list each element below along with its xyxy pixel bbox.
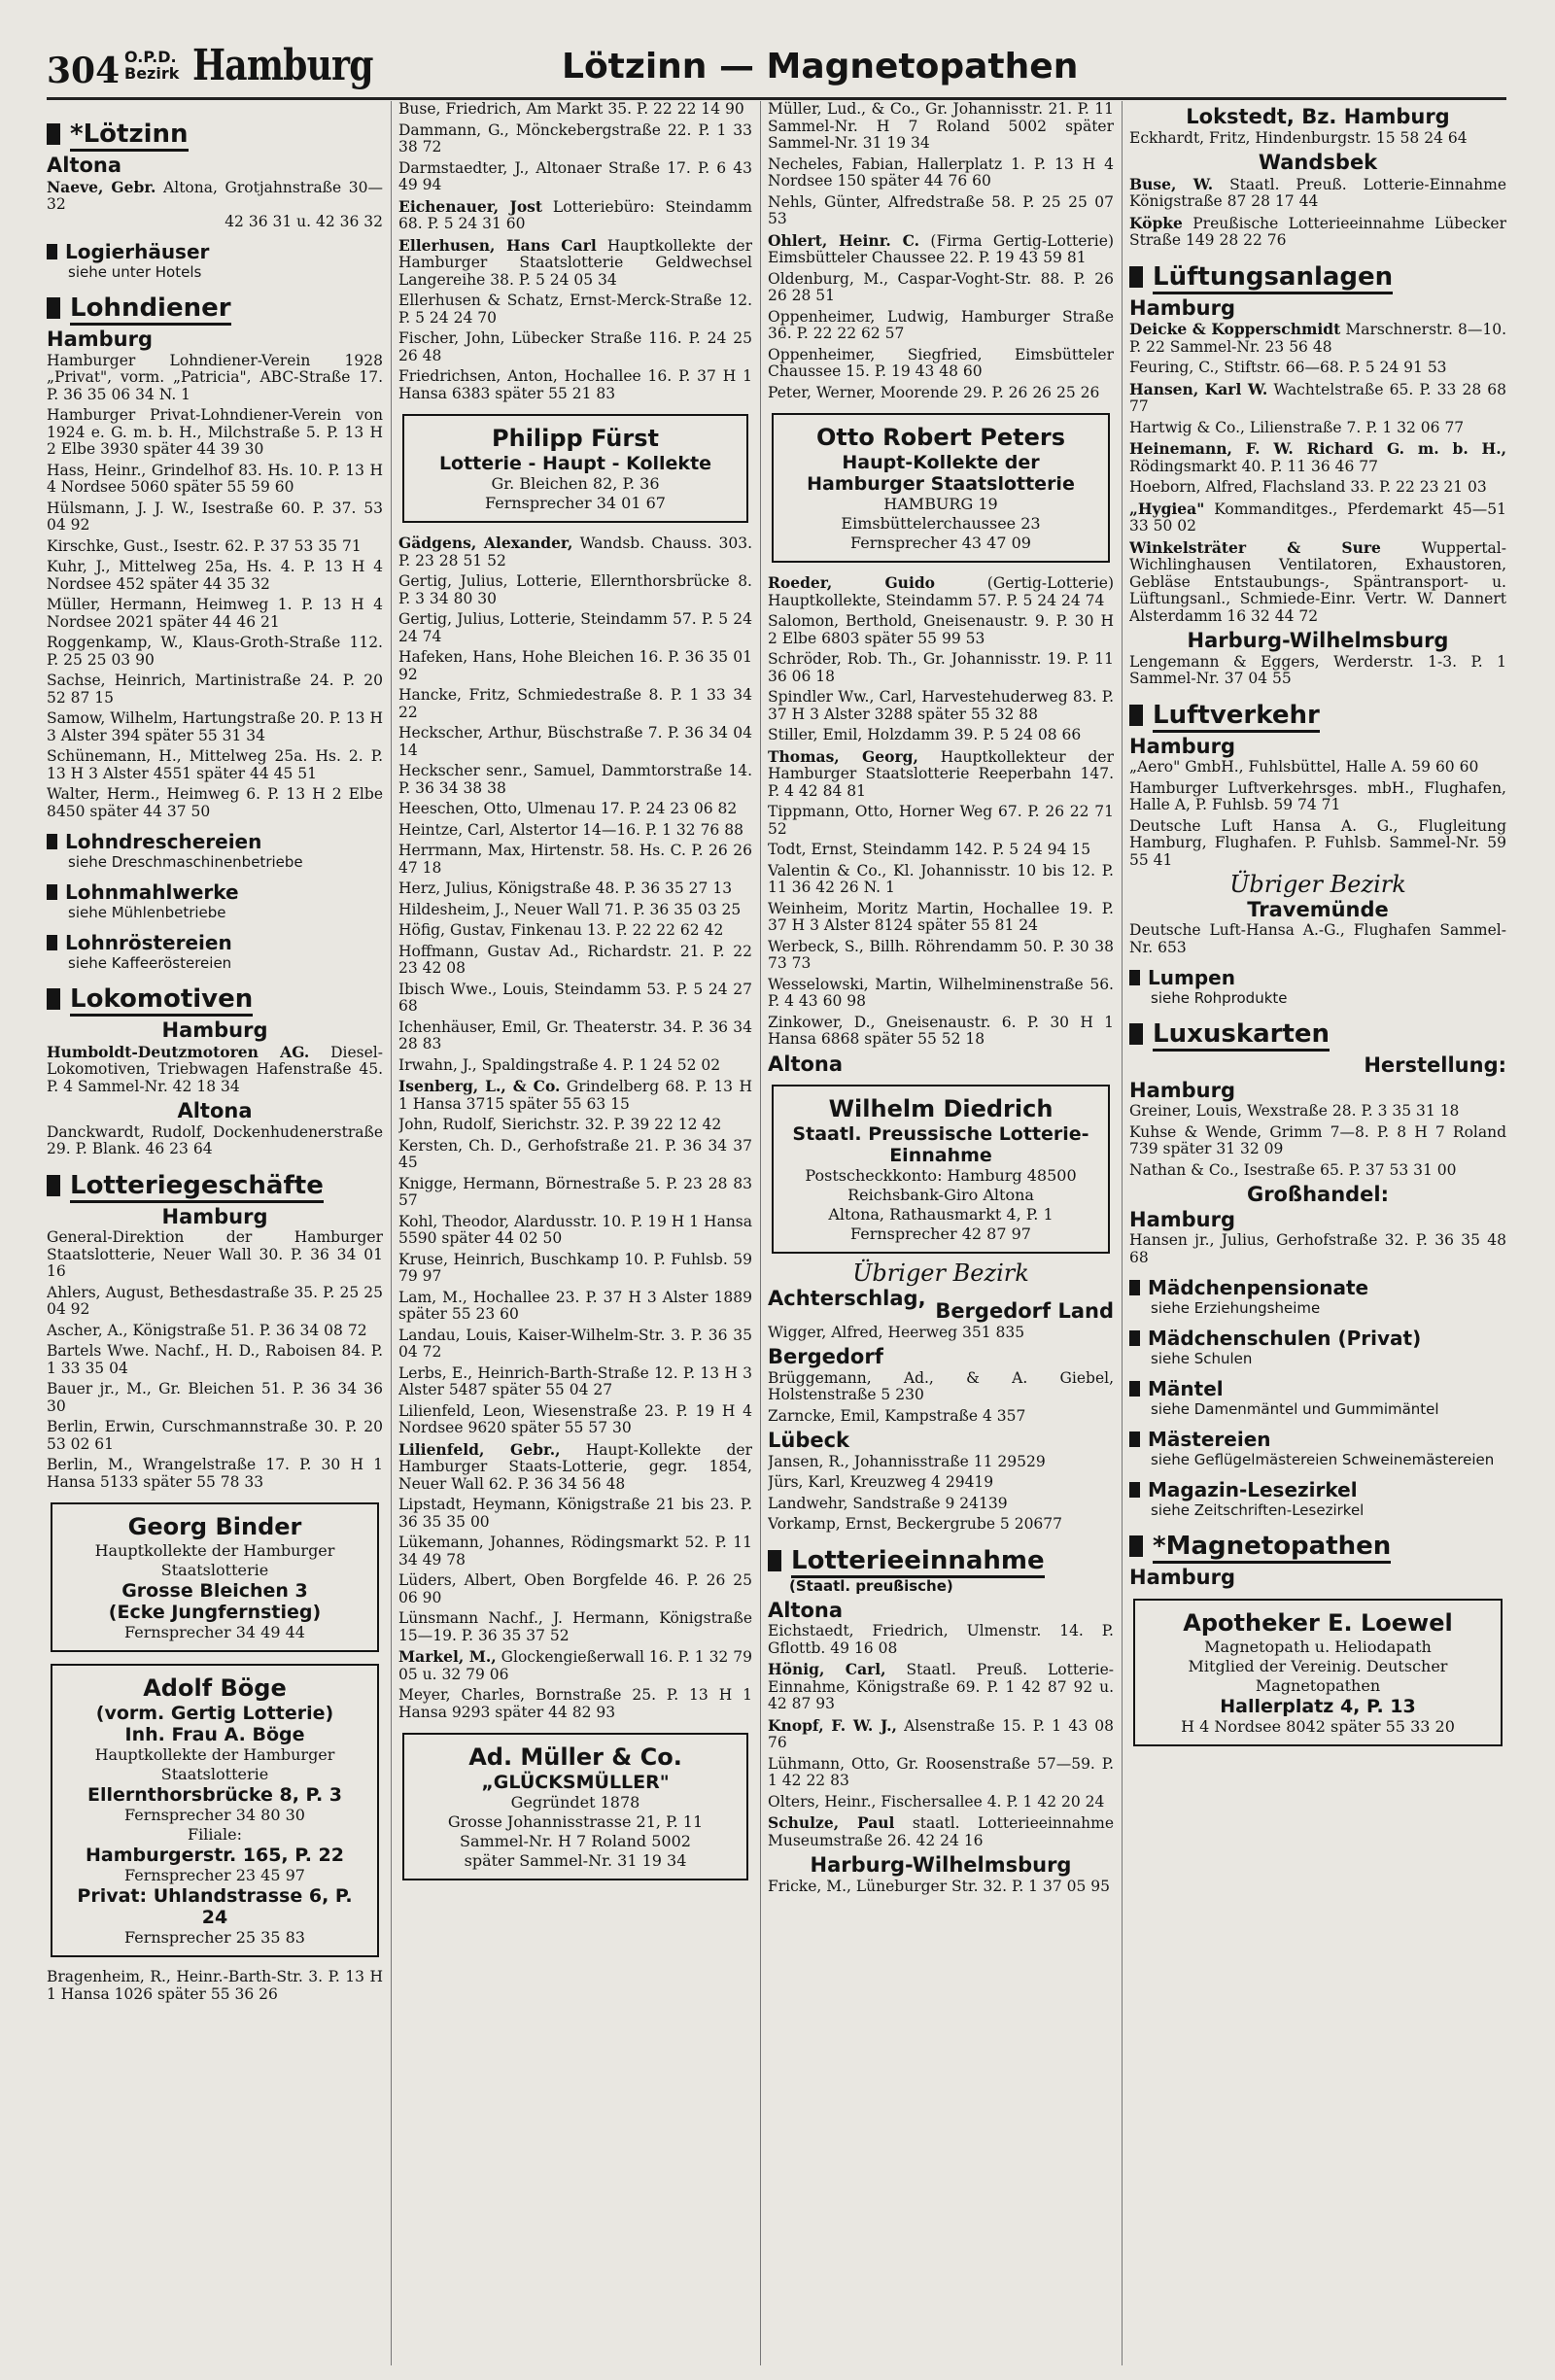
bullet-square-icon: [47, 244, 57, 259]
cross-reference: siehe Zeitschriften-Lesezirkel: [1151, 1501, 1365, 1519]
section-heading: Luxuskarten: [1129, 1018, 1506, 1050]
entry: Hülsmann, J. J. W., Isestraße 60. P. 37. 53 04 92: [47, 499, 383, 534]
cross-reference: siehe Mühlenbetriebe: [68, 904, 226, 921]
subsection-heading: Mästereien: [1129, 1428, 1506, 1452]
entry: Feuring, C., Stiftstr. 66—68. P. 5 24 91 53: [1129, 359, 1447, 376]
place-heading: Altona: [177, 1099, 253, 1122]
section-heading: Luftverkehr: [1129, 700, 1506, 731]
advert-box: Otto Robert Peters Haupt-Kollekte der Hamburger Staatslotterie HAMBURG 19 Eimsbüttelerchaussee 23 Fernsprecher 43 47 09: [772, 413, 1110, 563]
entry: Schünemann, H., Mittelweg 25a. Hs. 2. P. 13 H 3 Alster 4551 später 44 45 51: [47, 747, 383, 782]
entry: Spindler Ww., Carl, Harvestehuderweg 83. P. 37 H 3 Alster 3288 später 55 32 88: [768, 688, 1114, 723]
entry: Lüders, Albert, Oben Borgfelde 46. P. 26 25 06 90: [398, 1571, 752, 1606]
entry: Heinemann, F. W. Richard G. m. b. H., Rödingsmarkt 40. P. 11 36 46 77: [1129, 439, 1506, 475]
entry: Lengemann & Eggers, Werderstr. 1-3. P. 1 Sammel-Nr. 37 04 55: [1129, 652, 1506, 687]
place-heading: Lübeck: [768, 1429, 850, 1452]
header-city: Hamburg: [192, 41, 373, 90]
bullet-square-icon: [47, 834, 57, 849]
place-heading: Harburg-Wilhelmsburg: [1187, 629, 1449, 652]
entry: Hoffmann, Gustav Ad., Richardstr. 21. P. 22 23 42 08: [398, 942, 752, 977]
entry: Schröder, Rob. Th., Gr. Johannisstr. 19. P. 11 36 06 18: [768, 650, 1114, 685]
place-heading: Hamburg: [1129, 295, 1235, 320]
subsection-heading: Mädchenschulen (Privat): [1129, 1327, 1506, 1351]
column-divider: [1122, 101, 1123, 2365]
place-heading: Travemünde: [1247, 897, 1389, 921]
entry: Herz, Julius, Königstraße 48. P. 36 35 27 13: [398, 880, 733, 897]
entry: General-Direktion der Hamburger Staatslotterie, Neuer Wall 30. P. 36 34 01 16: [47, 1228, 383, 1280]
entry: Deutsche Luft Hansa A. G., Flugleitung Hamburg, Flughafen. P. Fuhlsb. Sammel-Nr. 59 55 41: [1129, 816, 1506, 869]
entry: Hoeborn, Alfred, Flachsland 33. P. 22 23 21 03: [1129, 478, 1487, 496]
advert-box: Philipp Fürst Lotterie - Haupt - Kollekte Gr. Bleichen 82, P. 36 Fernsprecher 34 01 67: [402, 414, 748, 523]
subsection-heading: Lohnröstereien: [47, 931, 383, 955]
entry: Hansen jr., Julius, Gerhofstraße 32. P. 36 35 48 68: [1129, 1231, 1506, 1266]
entry: Ascher, A., Königstraße 51. P. 36 34 08 72: [47, 1321, 367, 1339]
place-heading: Hamburg: [1129, 1207, 1235, 1231]
entry: Lilienfeld, Leon, Wiesenstraße 23. P. 19 H 4 Nordsee 9620 später 55 57 30: [398, 1401, 752, 1436]
entry: Lünsmann Nachf., J. Hermann, Königstraße 15—19. P. 36 35 37 52: [398, 1609, 752, 1644]
entry: Lühmann, Otto, Gr. Roosenstraße 57—59. P. 1 42 22 83: [768, 1754, 1114, 1789]
entry: Kuhr, J., Mittelweg 25a, Hs. 4. P. 13 H 4 Nordsee 452 später 44 35 32: [47, 558, 383, 593]
entry: Friedrichsen, Anton, Hochallee 16. P. 37 H 1 Hansa 6383 später 55 21 83: [398, 367, 752, 402]
entry: Lipstadt, Heymann, Königstraße 21 bis 23. P. 36 35 35 00: [398, 1496, 752, 1531]
entry: Gädgens, Alexander, Wandsb. Chauss. 303. P. 23 28 51 52: [398, 534, 752, 569]
entry: Bragenheim, R., Heinr.-Barth-Str. 3. P. 13 H 1 Hansa 1026 später 55 36 26: [47, 1968, 383, 2003]
entry: Sachse, Heinrich, Martinistraße 24. P. 20 52 87 15: [47, 672, 383, 707]
entry: Jansen, R., Johannisstraße 11 29529: [768, 1452, 1046, 1470]
entry: Hafeken, Hans, Hohe Bleichen 16. P. 36 35 01 92: [398, 648, 752, 683]
cross-reference: siehe Geflügelmästereien Schweinemästereien: [1151, 1451, 1495, 1468]
subsection-heading: Mädchenpensionate: [1129, 1276, 1506, 1300]
entry: Hancke, Fritz, Schmiedestraße 8. P. 1 33 34 22: [398, 686, 752, 721]
place-heading: Hamburg: [47, 328, 153, 351]
entry: Fricke, M., Lüneburger Str. 32. P. 1 37 05 95: [768, 1877, 1110, 1895]
cross-reference: siehe unter Hotels: [68, 263, 202, 281]
advert-box: Wilhelm Diedrich Staatl. Preussische Lotterie-Einnahme Postscheckkonto: Hamburg 48500 Reichsbank-Giro Altona Altona, Rathausmarkt 4, P. 1 Fernsprecher 42 87 97: [772, 1085, 1110, 1254]
entry: Valentin & Co., Kl. Johannisstr. 10 bis 12. P. 11 36 42 26 N. 1: [768, 861, 1114, 896]
place-heading: Übriger Bezirk: [1229, 871, 1406, 898]
entry: Berlin, M., Wrangelstraße 17. P. 30 H 1 Hansa 5133 später 55 78 33: [47, 1456, 383, 1491]
section-heading: Lotterieeinnahme: [768, 1545, 1114, 1576]
header-rule: [47, 97, 1506, 100]
bullet-square-icon: [768, 1550, 781, 1571]
bullet-square-icon: [47, 935, 57, 950]
bullet-square-icon: [1129, 1330, 1140, 1346]
entry: Jürs, Karl, Kreuzweg 4 29419: [768, 1473, 994, 1491]
place-heading: Achterschlag,: [768, 1286, 926, 1310]
entry: Landau, Louis, Kaiser-Wilhelm-Str. 3. P. 36 35 04 72: [398, 1326, 752, 1361]
advert-box: Georg Binder Hauptkollekte der Hamburger Staatslotterie Grosse Bleichen 3 (Ecke Jungfernstieg) Fernsprecher 34 49 44: [51, 1502, 379, 1652]
entry: Deicke & Kopperschmidt Marschnerstr. 8—10. P. 22 Sammel-Nr. 23 56 48: [1129, 320, 1506, 356]
entry: Kruse, Heinrich, Buschkamp 10. P. Fuhlsb. 59 79 97: [398, 1250, 752, 1285]
place-heading: Bergedorf: [768, 1345, 883, 1368]
entry: Necheles, Fabian, Hallerplatz 1. P. 13 H 4 Nordsee 150 später 44 76 60: [768, 155, 1114, 190]
entry: Kuhse & Wende, Grimm 7—8. P. 8 H 7 Roland 739 später 31 32 09: [1129, 1122, 1506, 1157]
entry: Kohl, Theodor, Alardusstr. 10. P. 19 H 1 Hansa 5590 später 44 02 50: [398, 1212, 752, 1247]
entry: Heckscher senr., Samuel, Dammtorstraße 14. P. 36 34 38 38: [398, 762, 752, 797]
entry: Ellerhusen, Hans Carl Hauptkollekte der Hamburger Staatslotterie Geldwechsel Langereihe 38. P. 5 24 05 34: [398, 235, 752, 289]
entry: Oldenburg, M., Caspar-Voght-Str. 88. P. 26 26 28 51: [768, 269, 1114, 304]
entry: Bartels Wwe. Nachf., H. D., Raboisen 84. P. 1 33 35 04: [47, 1342, 383, 1377]
entry: Eichenauer, Jost Lotteriebüro: Steindamm 68. P. 5 24 31 60: [398, 196, 752, 232]
entry: Wigger, Alfred, Heerweg 351 835: [768, 1323, 1025, 1341]
entry: Ellerhusen & Schatz, Ernst-Merck-Straße 12. P. 5 24 24 70: [398, 292, 752, 327]
cross-reference: siehe Damenmäntel und Gummimäntel: [1151, 1400, 1439, 1418]
entry: Ohlert, Heinr. C. (Firma Gertig-Lotterie) Eimsbütteler Chaussee 22. P. 19 43 59 81: [768, 230, 1114, 266]
entry: „Hygiea" Kommanditges., Pferdemarkt 45—51 33 50 02: [1129, 499, 1506, 535]
entry: Deutsche Luft-Hansa A.-G., Flughafen Sammel-Nr. 653: [1129, 921, 1506, 956]
entry: Weinheim, Moritz Martin, Hochallee 19. P. 37 H 3 Alster 8124 später 55 81 24: [768, 899, 1114, 934]
entry: Eichstaedt, Friedrich, Ulmenstr. 14. P. Gflottb. 49 16 08: [768, 1622, 1114, 1657]
place-heading: Altona: [768, 1052, 844, 1076]
entry: Stiller, Emil, Holzdamm 39. P. 5 24 08 66: [768, 726, 1082, 743]
entry: Ichenhäuser, Emil, Gr. Theaterstr. 34. P. 36 34 28 83: [398, 1018, 752, 1052]
entry: Knopf, F. W. J., Alsenstraße 15. P. 1 43 08 76: [768, 1715, 1114, 1751]
entry: Lam, M., Hochallee 23. P. 37 H 3 Alster 1889 später 55 23 60: [398, 1288, 752, 1323]
section-subtitle: (Staatl. preußische): [789, 1576, 953, 1595]
advert-box: Adolf Böge (vorm. Gertig Lotterie) Inh. Frau A. Böge Hauptkollekte der Hamburger Staatslotterie Ellernthorsbrücke 8, P. 3 Fernsprecher 34 80 30 Filiale: Hamburgerstr. 165, P. 22 Fernsprecher 23 45 97 Privat: Uhlandstrasse 6, P. 24 Fernsprecher 25 35 83: [51, 1664, 379, 1957]
entry: Isenberg, L., & Co. Grindelberg 68. P. 13 H 1 Hansa 3715 später 55 63 15: [398, 1077, 752, 1113]
entry: Buse, W. Staatl. Preuß. Lotterie-Einnahme Königstraße 87 28 17 44: [1129, 174, 1506, 210]
subsection-heading: Magazin-Lesezirkel: [1129, 1478, 1506, 1502]
entry: Samow, Wilhelm, Hartungstraße 20. P. 13 H 3 Alster 394 später 55 31 34: [47, 709, 383, 744]
column-2: [398, 101, 752, 2365]
entry: Knigge, Hermann, Börnestraße 5. P. 23 28 83 57: [398, 1174, 752, 1209]
entry: Irwahn, J., Spaldingstraße 4. P. 1 24 52 02: [398, 1055, 721, 1074]
entry: Zinkower, D., Gneisenaustr. 6. P. 30 H 1 Hansa 6868 später 55 52 18: [768, 1013, 1114, 1048]
entry: Hildesheim, J., Neuer Wall 71. P. 36 35 03 25: [398, 900, 742, 918]
entry: Todt, Ernst, Steindamm 142. P. 5 24 94 15: [768, 841, 1091, 858]
bullet-square-icon: [1129, 1280, 1140, 1295]
place-heading: Lokstedt, Bz. Hamburg: [1186, 105, 1450, 128]
entry: Berlin, Erwin, Curschmannstraße 30. P. 20 53 02 61: [47, 1418, 383, 1453]
entry: Wesselowski, Martin, Wilhelminenstraße 56. P. 4 43 60 98: [768, 975, 1114, 1010]
bullet-square-icon: [47, 988, 60, 1010]
column-divider: [760, 101, 761, 2365]
section-heading: *Lötzinn: [47, 119, 383, 150]
entry: Greiner, Louis, Wexstraße 28. P. 3 35 31 18: [1129, 1102, 1460, 1120]
header-range: Lötzinn — Magnetopathen: [562, 47, 1079, 86]
entry: Lerbs, E., Heinrich-Barth-Straße 12. P. 13 H 3 Alster 5487 später 55 04 27: [398, 1363, 752, 1398]
entry: John, Rudolf, Sierichstr. 32. P. 39 22 12 42: [398, 1116, 722, 1133]
entry: Herrmann, Max, Hirtenstr. 58. Hs. C. P. 26 26 47 18: [398, 842, 752, 877]
section-heading: Lüftungsanlagen: [1129, 261, 1506, 293]
entry: Heintze, Carl, Alstertor 14—16. P. 1 32 76 88: [398, 820, 743, 839]
subsection-heading: Lohndreschereien: [47, 830, 383, 854]
column-divider: [391, 101, 392, 2365]
place-heading: Hamburg: [1129, 1566, 1235, 1589]
section-heading: *Magnetopathen: [1129, 1531, 1506, 1562]
bullet-square-icon: [1129, 970, 1140, 985]
entry: Heckscher, Arthur, Büschstraße 7. P. 36 34 04 14: [398, 724, 752, 759]
entry: Eckhardt, Fritz, Hindenburgstr. 15 58 24 64: [1129, 128, 1468, 147]
entry: Vorkamp, Ernst, Beckergrube 5 20677: [768, 1515, 1063, 1533]
bullet-square-icon: [47, 884, 57, 900]
entry: Müller, Hermann, Heimweg 1. P. 13 H 4 Nordsee 2021 später 44 46 21: [47, 596, 383, 631]
bullet-square-icon: [1129, 1381, 1140, 1397]
cross-reference: siehe Schulen: [1151, 1350, 1253, 1367]
entry: „Aero" GmbH., Fuhlsbüttel, Halle A. 59 60 60: [1129, 758, 1479, 776]
cross-reference: siehe Kaffeeröstereien: [68, 954, 232, 972]
entry: Oppenheimer, Ludwig, Hamburger Straße 36. P. 22 22 62 57: [768, 307, 1114, 342]
place-heading: Wandsbek: [1258, 151, 1378, 174]
entry: Walter, Herm., Heimweg 6. P. 13 H 2 Elbe 8450 später 44 37 50: [47, 785, 383, 820]
bullet-square-icon: [47, 297, 60, 319]
entry: Nehls, Günter, Alfredstraße 58. P. 25 25 07 53: [768, 192, 1114, 227]
entry: Gertig, Julius, Lotterie, Ellernthorsbrücke 8. P. 3 34 80 30: [398, 572, 752, 607]
cross-reference: siehe Rohprodukte: [1151, 989, 1288, 1007]
entry: Hamburger Privat-Lohndiener-Verein von 1924 e. G. m. b. H., Milchstraße 5. P. 13 H 2 Elbe 3930 später 44 39 30: [47, 406, 383, 458]
page-header: [47, 25, 1504, 97]
place-heading: Großhandel:: [1246, 1183, 1390, 1206]
bullet-square-icon: [1129, 266, 1143, 288]
entry: Zarncke, Emil, Kampstraße 4 357: [768, 1406, 1026, 1425]
advert-box: Ad. Müller & Co. „GLÜCKSMÜLLER" Gegründet 1878 Grosse Johannisstrasse 21, P. 11 Sammel-Nr. H 7 Roland 5002 später Sammel-Nr. 31 19 34: [402, 1733, 748, 1880]
entry: Naeve, Gebr. Altona, Grotjahnstraße 30—32 42 36 31 u. 42 36 32: [47, 177, 383, 230]
entry: Meyer, Charles, Bornstraße 25. P. 13 H 1 Hansa 9293 später 44 82 93: [398, 1686, 752, 1721]
entry: Winkelsträter & Sure Wuppertal-Wichlinghausen Ventilatoren, Exhaustoren, Gebläse Entstaubungs-, Späntransport- u. Lüftungsanl., Schmiede-Einr. Vertr. W. Dannert Alsterdamm 16 32 44 72: [1129, 537, 1506, 625]
place-heading: Herstellung:: [1364, 1053, 1506, 1077]
bullet-square-icon: [1129, 705, 1143, 726]
entry: Dammann, G., Mönckebergstraße 22. P. 1 33 38 72: [398, 121, 752, 155]
section-heading: Lohndiener: [47, 293, 383, 324]
entry: Ibisch Wwe., Louis, Steindamm 53. P. 5 24 27 68: [398, 980, 752, 1015]
subsection-heading: Lohnmahlwerke: [47, 880, 383, 905]
column-1: [47, 101, 383, 2365]
place-heading: Hamburg: [1129, 734, 1235, 758]
entry: Roeder, Guido (Gertig-Lotterie) Hauptkollekte, Steindamm 57. P. 5 24 24 74: [768, 573, 1114, 609]
entry: Brüggemann, Ad., & A. Giebel, Holstenstraße 5 230: [768, 1368, 1114, 1403]
entry: Darmstaedter, J., Altonaer Straße 17. P. 6 43 49 94: [398, 158, 752, 193]
entry: Lükemann, Johannes, Rödingsmarkt 52. P. 11 34 49 78: [398, 1534, 752, 1569]
entry: Hönig, Carl, Staatl. Preuß. Lotterie-Einnahme, Königstraße 69. P. 1 42 87 92 u. 42 87 93: [768, 1660, 1114, 1712]
entry: Oppenheimer, Siegfried, Eimsbütteler Chaussee 15. P. 19 43 48 60: [768, 345, 1114, 380]
section-heading: Lotteriegeschäfte: [47, 1170, 383, 1201]
entry: Roggenkamp, W., Klaus-Groth-Straße 112. P. 25 25 03 90: [47, 634, 383, 669]
entry: Thomas, Georg, Hauptkollekteur der Hamburger Staatslotterie Reeperbahn 147. P. 4 42 84 81: [768, 746, 1114, 800]
cross-reference: siehe Erziehungsheime: [1151, 1299, 1321, 1317]
entry: Köpke Preußische Lotterieeinnahme Lübecker Straße 149 28 22 76: [1129, 213, 1506, 249]
entry: Humboldt-Deutzmotoren AG. Diesel-Lokomotiven, Triebwagen Hafenstraße 45. P. 4 Sammel-Nr. 42 18 34: [47, 1042, 383, 1095]
place-heading: Harburg-Wilhelmsburg: [810, 1853, 1072, 1877]
entry: Olters, Heinr., Fischersallee 4. P. 1 42 20 24: [768, 1792, 1105, 1811]
entry: Danckwardt, Rudolf, Dockenhudenerstraße 29. P. Blank. 46 23 64: [47, 1122, 383, 1157]
entry: Hansen, Karl W. Wachtelstraße 65. P. 33 28 68 77: [1129, 379, 1506, 415]
entry: Schulze, Paul staatl. Lotterieeinnahme Museumstraße 26. 42 24 16: [768, 1813, 1114, 1849]
entry: Kersten, Ch. D., Gerhofstraße 21. P. 36 34 37 45: [398, 1136, 752, 1171]
place-heading: Altona: [768, 1598, 844, 1622]
entry: Hamburger Luftverkehrsges. mbH., Flughafen, Halle A, P. Fuhlsb. 59 74 71: [1129, 778, 1506, 813]
entry: Ahlers, August, Bethesdastraße 35. P. 25 25 04 92: [47, 1283, 383, 1318]
entry: Bauer jr., M., Gr. Bleichen 51. P. 36 34 36 30: [47, 1380, 383, 1415]
entry: Markel, M., Glockengießerwall 16. P. 1 32 79 05 u. 32 79 06: [398, 1647, 752, 1683]
page-number: 304: [47, 51, 121, 91]
bullet-square-icon: [1129, 1482, 1140, 1498]
section-heading: Lokomotiven: [47, 983, 383, 1015]
entry: Kirschke, Gust., Isestr. 62. P. 37 53 35 71: [47, 536, 362, 555]
place-heading: Bergedorf Land: [935, 1299, 1114, 1323]
entry: Höfig, Gustav, Finkenau 13. P. 22 22 62 42: [398, 921, 724, 939]
entry: Müller, Lud., & Co., Gr. Johannisstr. 21. P. 11 Sammel-Nr. H 7 Roland 5002 später Sammel-Nr. 31 19 34: [768, 101, 1114, 152]
column-4: [1129, 101, 1506, 2365]
subsection-heading: Logierhäuser: [47, 240, 383, 264]
bullet-square-icon: [47, 123, 60, 145]
entry: Lilienfeld, Gebr., Haupt-Kollekte der Hamburger Staats-Lotterie, gegr. 1854, Neuer Wall 62. P. 36 34 56 48: [398, 1439, 752, 1493]
place-heading: Hamburg: [1129, 1078, 1235, 1102]
entry: Werbeck, S., Billh. Röhrendamm 50. P. 30 38 73 73: [768, 937, 1114, 972]
entry: Nathan & Co., Isestraße 65. P. 37 53 31 00: [1129, 1160, 1457, 1179]
entry: Buse, Friedrich, Am Markt 35. P. 22 22 14 90: [398, 101, 744, 118]
bullet-square-icon: [1129, 1023, 1143, 1045]
entry: Hass, Heinr., Grindelhof 83. Hs. 10. P. 13 H 4 Nordsee 5060 später 55 59 60: [47, 461, 383, 496]
place-heading: Übriger Bezirk: [852, 1259, 1029, 1287]
entry: Tippmann, Otto, Horner Weg 67. P. 26 22 71 52: [768, 803, 1114, 838]
entry: Landwehr, Sandstraße 9 24139: [768, 1494, 1008, 1512]
column-3: [768, 101, 1114, 2365]
cross-reference: siehe Dreschmaschinenbetriebe: [68, 853, 303, 871]
bullet-square-icon: [1129, 1431, 1140, 1447]
advert-box: Apotheker E. Loewel Magnetopath u. Heliodapath Mitglied der Vereinig. Deutscher Magnetopathen Hallerplatz 4, P. 13 H 4 Nordsee 8042 später 55 33 20: [1133, 1599, 1503, 1746]
opd-label: O.P.D. Bezirk: [124, 48, 180, 83]
bullet-square-icon: [1129, 1535, 1143, 1557]
subsection-heading: Mäntel: [1129, 1377, 1506, 1401]
subsection-heading: Lumpen: [1129, 966, 1506, 990]
entry: Heeschen, Otto, Ulmenau 17. P. 24 23 06 82: [398, 800, 738, 817]
entry: Peter, Werner, Moorende 29. P. 26 26 25 26: [768, 383, 1100, 401]
entry: Gertig, Julius, Lotterie, Steindamm 57. P. 5 24 24 74: [398, 610, 752, 645]
bullet-square-icon: [47, 1175, 60, 1196]
entry: Hartwig & Co., Lilienstraße 7. P. 1 32 06 77: [1129, 418, 1465, 436]
entry: Hamburger Lohndiener-Verein 1928 „Privat", vorm. „Patricia", ABC-Straße 17. P. 36 35 06 34 N. 1: [47, 351, 383, 403]
place-heading: Hamburg: [161, 1204, 268, 1228]
place-heading: Hamburg: [161, 1018, 268, 1042]
entry: Salomon, Berthold, Gneisenaustr. 9. P. 30 H 2 Elbe 6803 später 55 99 53: [768, 612, 1114, 647]
entry: Fischer, John, Lübecker Straße 116. P. 24 25 26 48: [398, 329, 752, 364]
place-heading: Altona: [47, 154, 122, 177]
